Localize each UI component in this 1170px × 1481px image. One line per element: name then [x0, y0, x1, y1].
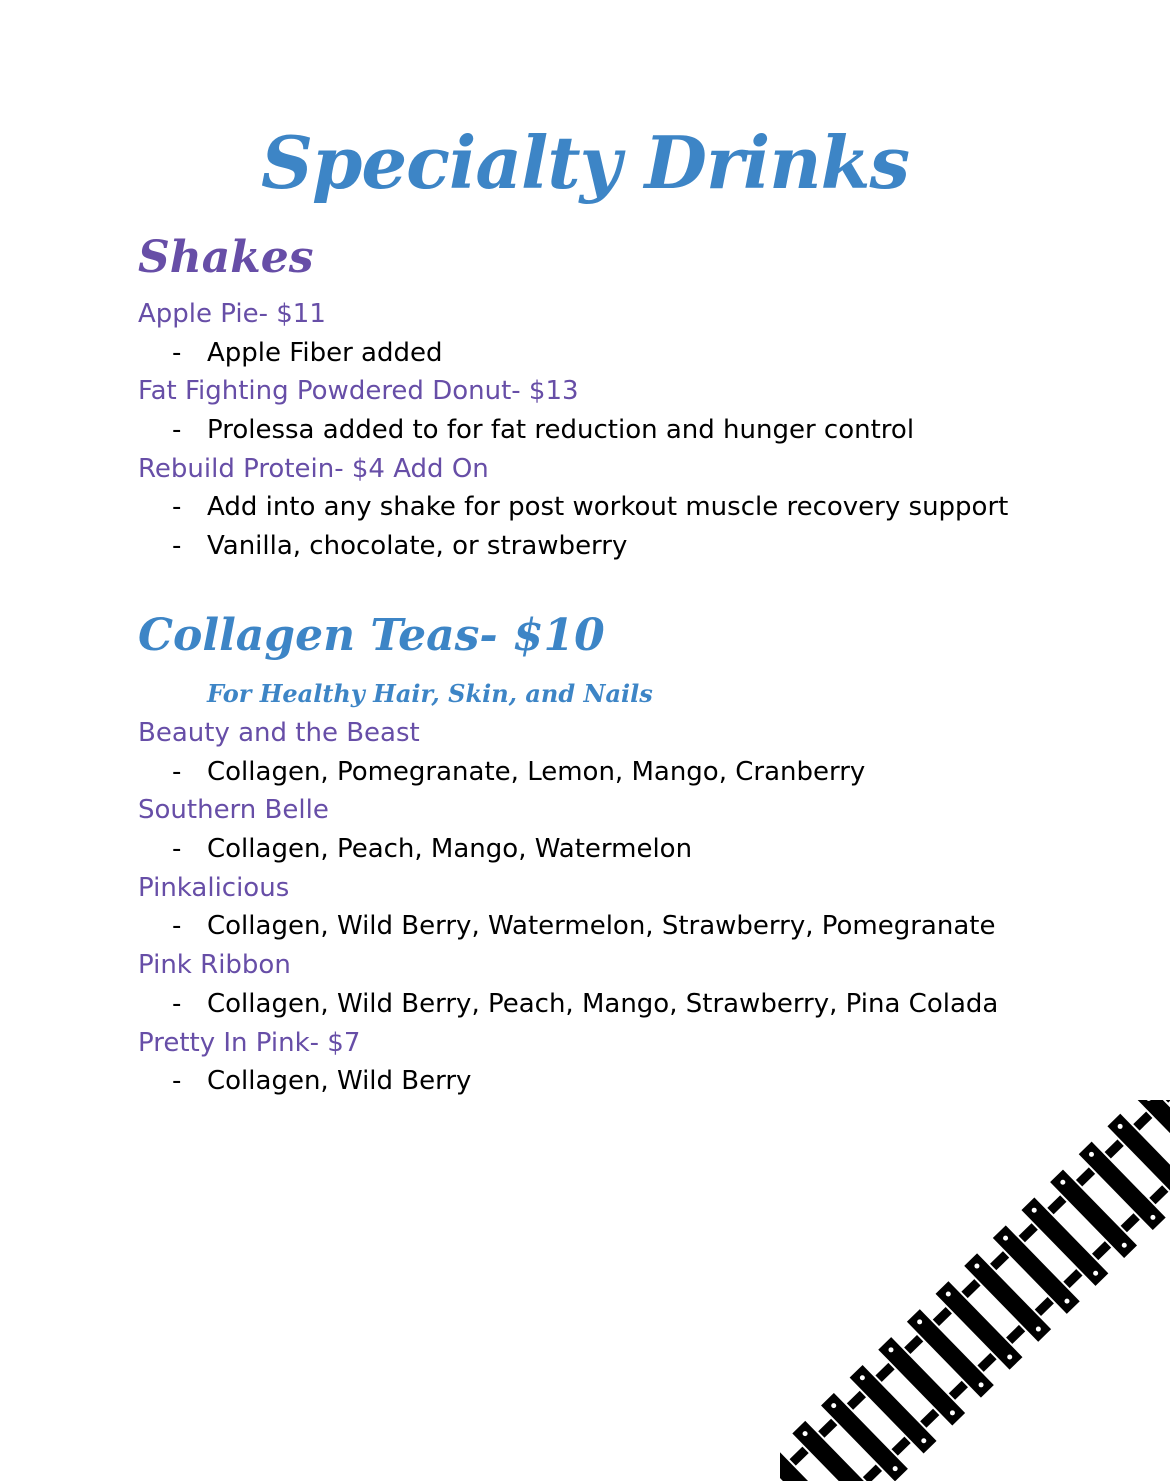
menu-item-beauty-and-the-beast: Beauty and the Beast: [138, 718, 420, 748]
tie-bolt: [1093, 1271, 1098, 1276]
railroad-track: [780, 1100, 1170, 1481]
tie-bolt: [1122, 1243, 1127, 1248]
bullet-dash: -: [172, 531, 182, 561]
bullet-rebuild-protein-note-1: [172, 489, 1008, 525]
bullet-dash: -: [172, 492, 182, 522]
item-note: Collagen, Wild Berry, Peach, Mango, Strawberry, Pina Colada: [207, 989, 999, 1019]
bullet-dash: -: [172, 911, 182, 941]
shakes-heading: Shakes: [138, 232, 314, 283]
collagen-teas-heading: Collagen Teas- $10: [138, 610, 605, 661]
menu-item-pinkalicious: Pinkalicious: [138, 873, 290, 903]
bullet-southern-belle-note: [172, 831, 692, 867]
bullet-dash: -: [172, 1066, 182, 1096]
item-note: Apple Fiber added: [207, 338, 443, 368]
bullet-dash: -: [172, 338, 182, 368]
bullet-dash: -: [172, 989, 182, 1019]
tie-bolt: [1007, 1354, 1012, 1359]
tie-bolt: [893, 1466, 898, 1471]
item-note: Vanilla, chocolate, or strawberry: [207, 531, 628, 561]
menu-item-rebuild-protein: Rebuild Protein- $4 Add On: [138, 454, 489, 484]
tie-bolt: [1064, 1299, 1069, 1304]
tie-bolt: [921, 1438, 926, 1443]
tie-bolt: [1003, 1236, 1008, 1241]
bullet-pretty-in-pink-note: [172, 1063, 471, 1099]
bullet-rebuild-protein-note-2: [172, 528, 627, 564]
menu-item-apple-pie: Apple Pie- $11: [138, 299, 326, 329]
menu-item-southern-belle: Southern Belle: [138, 795, 329, 825]
bullet-beauty-note: [172, 754, 865, 790]
tie-bolt: [803, 1431, 808, 1436]
tie-bolt: [979, 1382, 984, 1387]
tie-bolt: [889, 1347, 894, 1352]
tie-bolt: [1032, 1208, 1037, 1213]
bullet-pink-ribbon-note: [172, 986, 998, 1022]
collagen-teas-subheading: For Healthy Hair, Skin, and Nails: [207, 679, 653, 708]
tie-bolt: [1118, 1124, 1123, 1129]
menu-item-pretty-in-pink: Pretty In Pink- $7: [138, 1028, 361, 1058]
tie-bolt: [860, 1375, 865, 1380]
bullet-dash: -: [172, 757, 182, 787]
tie-bolt: [974, 1264, 979, 1269]
tie-bolt: [1036, 1327, 1041, 1332]
bullet-pinkalicious-note: [172, 908, 995, 944]
bullet-apple-pie-note: [172, 335, 442, 371]
tie-bolt: [950, 1410, 955, 1415]
tie-bolt: [1060, 1180, 1065, 1185]
tie-bolt: [1089, 1152, 1094, 1157]
bullet-powdered-donut-note: [172, 412, 914, 448]
railroad-track-graphic: [780, 1100, 1170, 1481]
item-note: Collagen, Pomegranate, Lemon, Mango, Cranberry: [207, 757, 866, 787]
tie-bolt: [917, 1319, 922, 1324]
bullet-dash: -: [172, 834, 182, 864]
item-note: Collagen, Peach, Mango, Watermelon: [207, 834, 693, 864]
item-note: Collagen, Wild Berry: [207, 1066, 472, 1096]
tie-bolt: [946, 1291, 951, 1296]
bullet-dash: -: [172, 415, 182, 445]
menu-item-powdered-donut: Fat Fighting Powdered Donut- $13: [138, 376, 579, 406]
page-title: Specialty Drinks: [261, 120, 909, 205]
tie-bolt: [1150, 1215, 1155, 1220]
item-note: Collagen, Wild Berry, Watermelon, Strawberry, Pomegranate: [207, 911, 996, 941]
item-note: Prolessa added to for fat reduction and hunger control: [207, 415, 915, 445]
menu-item-pink-ribbon: Pink Ribbon: [138, 950, 291, 980]
item-note: Add into any shake for post workout muscle recovery support: [207, 492, 1009, 522]
tie-bolt: [831, 1403, 836, 1408]
